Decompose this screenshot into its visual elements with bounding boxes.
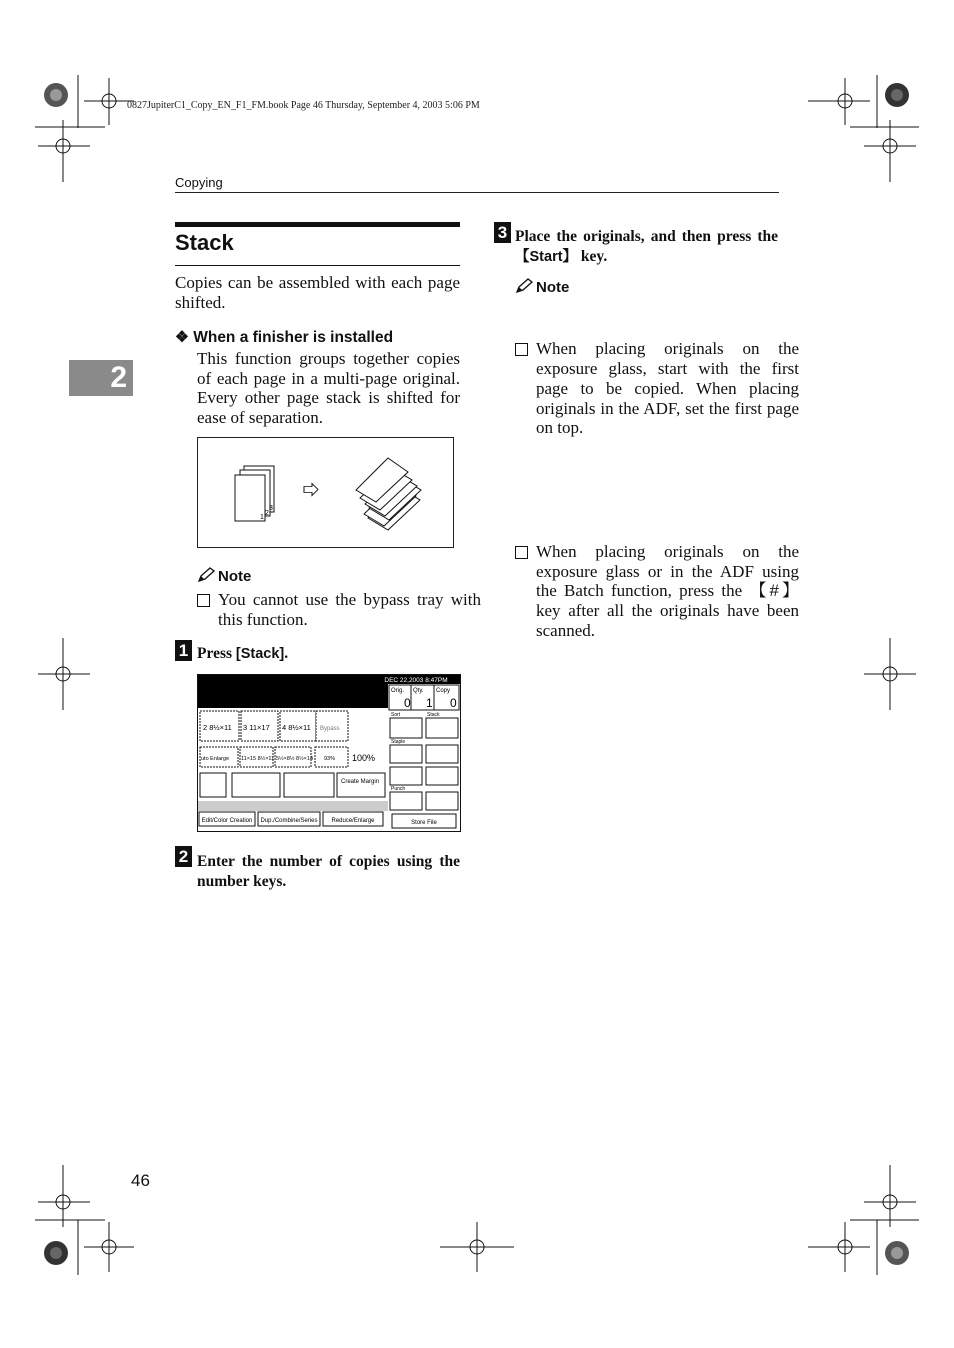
subheading-bullet: ❖: [175, 329, 189, 346]
counter-qty-value: 1: [426, 696, 433, 710]
note-right-item-1: [515, 339, 799, 438]
description-paragraph: This function groups together copies of each page in a multi-page original. Every other page stack is shifted for ease of separation.: [197, 349, 460, 428]
chapter-tab: [69, 360, 133, 396]
note-left-item: [197, 590, 481, 629]
header-rule: [175, 192, 779, 193]
counter-qty-label: Qty.: [413, 688, 424, 694]
step-1-before: Press: [197, 645, 236, 662]
finish-staple-label: Staple: [391, 739, 406, 745]
paper-label-1: 2 8½×11: [203, 723, 232, 732]
note-right-item-2-after: key after all the originals have been scanned.: [536, 601, 799, 640]
checkbox-icon: [515, 546, 528, 559]
paper-label-4: Bypass: [320, 726, 340, 732]
step-2-number: 2: [175, 846, 192, 867]
counter-orig-value: 0: [404, 696, 411, 710]
file-header: 0827JupiterC1_Copy_EN_F1_FM.book Page 46 Thursday, September 4, 2003 5:06 PM: [127, 100, 480, 111]
zoom-value: 100%: [352, 753, 376, 763]
running-head: Copying: [175, 175, 223, 190]
note-heading-left: [197, 567, 251, 585]
step-3-text: [515, 227, 778, 267]
tab-edit-color: Edit/Color Creation: [201, 818, 253, 824]
paper-label-2: 3 11×17: [243, 723, 270, 732]
counter-copy-value: 0: [450, 696, 457, 710]
screen-datetime: DEC 22,2003 8:47PM: [384, 677, 448, 684]
checkbox-icon: [515, 343, 528, 356]
paper-label-3: 4 8½×11: [282, 723, 311, 732]
note-heading-text: Note: [218, 568, 252, 585]
counter-copy-label: Copy: [436, 688, 451, 694]
control-panel-screen: [197, 674, 461, 832]
step-1-number: 1: [175, 640, 192, 661]
page-label-3: 3: [269, 505, 273, 512]
ratio-label-1: uto Enlarge: [201, 756, 230, 762]
hash-key-label: 【#】: [749, 581, 799, 601]
note-left-item-text: You cannot use the bypass tray with this function.: [218, 590, 481, 629]
ratio-label-3: 5½×8½ 8½×14: [276, 756, 314, 762]
note-right-item-2: [515, 542, 799, 641]
tab-reduce-enlarge: Reduce/Enlarge: [331, 818, 375, 824]
screen-drawing: [198, 675, 460, 831]
counter-orig-label: Orig.: [391, 688, 405, 694]
stack-illustration: [197, 437, 454, 548]
finish-sort-label: Sort: [391, 712, 401, 718]
subheading-text: When a finisher is installed: [193, 329, 394, 346]
chapter-number: 2: [110, 361, 127, 394]
shifted-stacks: [356, 458, 421, 530]
tab-dup-combine: Dup./Combine/Series: [260, 818, 318, 824]
step-3-before: Place the originals, and then press the: [515, 228, 778, 245]
arrow-icon: [304, 484, 318, 496]
create-margin-label: Create Margin: [340, 779, 380, 785]
step-1-after: .: [284, 645, 289, 662]
ratio-label-2: 11×15 8½×11: [241, 756, 275, 762]
note-right-item-1-text: When placing originals on the exposure glass, start with the first page to be copied. When placing originals in the ADF, set the first page on top.: [536, 339, 799, 438]
step-2-text: Enter the number of copies using the number keys.: [197, 853, 460, 890]
title-bar: [175, 222, 460, 227]
subheading: [175, 328, 393, 347]
title-rule: [175, 265, 460, 266]
note-heading-text: Note: [536, 279, 570, 296]
pencil-icon: [197, 567, 215, 583]
stack-diagram: [198, 438, 453, 547]
intro-paragraph: Copies can be assembled with each page shifted.: [175, 273, 460, 312]
finish-stack-label: Stack: [427, 712, 440, 718]
start-key-label: 【Start】: [515, 248, 578, 265]
page-label-2: 2: [265, 510, 269, 517]
step-3-number: 3: [494, 222, 511, 243]
section-title: Stack: [175, 230, 234, 255]
page-label-1: 1: [260, 514, 264, 521]
stack-key-label: [Stack]: [235, 646, 285, 662]
store-file-label: Store File: [411, 820, 437, 826]
step-1-text: [197, 645, 288, 663]
note-heading-right: [515, 278, 569, 296]
note-right-item-2-before: When placing originals on the exposure glass or in the ADF using the Batch function, press the: [536, 541, 799, 601]
ratio-label-4: 93%: [324, 756, 336, 762]
page-number: 46: [131, 1171, 150, 1190]
finish-punch-label: Punch: [391, 786, 406, 792]
pencil-icon: [515, 278, 533, 294]
checkbox-icon: [197, 594, 210, 607]
step-3-after: key.: [577, 247, 608, 265]
